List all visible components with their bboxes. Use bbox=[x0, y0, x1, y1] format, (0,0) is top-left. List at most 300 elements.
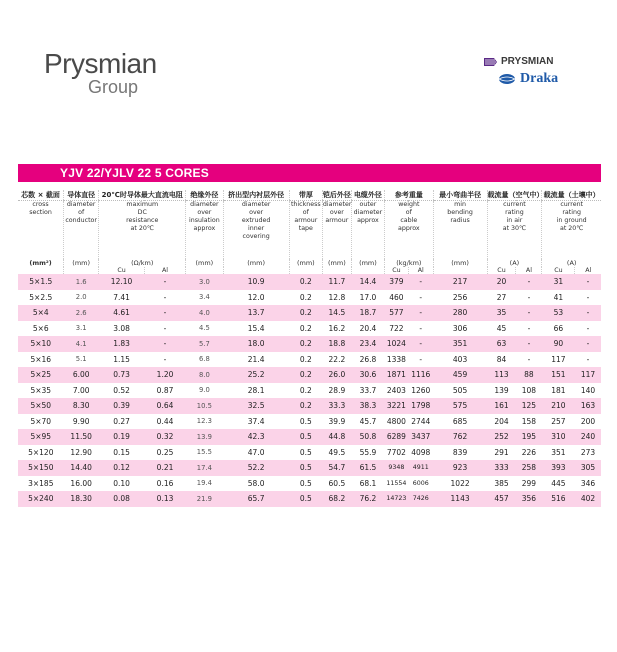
table-row bbox=[18, 352, 601, 368]
header-en-armour-thickness: thickness of armour tape bbox=[289, 201, 322, 260]
cell: - bbox=[516, 274, 542, 290]
table-body bbox=[18, 274, 601, 507]
cell: 762 bbox=[433, 429, 487, 445]
cell: 42.3 bbox=[223, 429, 289, 445]
cell: 3437 bbox=[408, 429, 433, 445]
cell: 8.30 bbox=[64, 398, 99, 414]
cell: 7426 bbox=[408, 491, 433, 507]
cell: 0.25 bbox=[144, 445, 185, 461]
cell: 44.8 bbox=[322, 429, 351, 445]
cell: 273 bbox=[575, 445, 601, 461]
cell: 20 bbox=[487, 274, 516, 290]
table-title: YJV 22/YJLV 22 5 CORES bbox=[60, 166, 209, 180]
cell: 0.12 bbox=[99, 460, 145, 476]
cell: - bbox=[575, 321, 601, 337]
cell: 459 bbox=[433, 367, 487, 383]
cell: 0.2 bbox=[289, 321, 322, 337]
cell: - bbox=[408, 352, 433, 368]
cell: - bbox=[516, 290, 542, 306]
cell: 52.2 bbox=[223, 460, 289, 476]
cell: 5×25 bbox=[18, 367, 64, 383]
cell: 66 bbox=[542, 321, 575, 337]
header-row-english bbox=[18, 201, 601, 260]
cell: 32.5 bbox=[223, 398, 289, 414]
cell: 5×70 bbox=[18, 414, 64, 430]
cell: 5×35 bbox=[18, 383, 64, 399]
cell: 195 bbox=[516, 429, 542, 445]
cell: 1143 bbox=[433, 491, 487, 507]
table-row bbox=[18, 321, 601, 337]
table-row bbox=[18, 383, 601, 399]
cell: 12.0 bbox=[223, 290, 289, 306]
cell: 65.7 bbox=[223, 491, 289, 507]
cell: 5×240 bbox=[18, 491, 64, 507]
cell: 0.2 bbox=[289, 367, 322, 383]
cell: 6006 bbox=[408, 476, 433, 492]
cell: 0.2 bbox=[289, 352, 322, 368]
cell: 54.7 bbox=[322, 460, 351, 476]
cell: 226 bbox=[516, 445, 542, 461]
cell: 5.7 bbox=[186, 336, 223, 352]
cell: 1116 bbox=[408, 367, 433, 383]
logo-group-text: Group bbox=[88, 77, 139, 97]
cell: 117 bbox=[542, 352, 575, 368]
cell: 5.1 bbox=[64, 352, 99, 368]
cell: 4.5 bbox=[186, 321, 223, 337]
cell: 1.6 bbox=[64, 274, 99, 290]
header-en-dc-resistance: maximum DC resistance at 20℃ bbox=[99, 201, 186, 260]
cell: 16.2 bbox=[322, 321, 351, 337]
header-en-outer-diameter: outer diameter approx bbox=[351, 201, 384, 260]
cell: - bbox=[408, 274, 433, 290]
unit-rating-air: (A) bbox=[487, 259, 542, 267]
cable-spec-table bbox=[18, 190, 601, 507]
cell: 55.9 bbox=[351, 445, 384, 461]
cell: 12.8 bbox=[322, 290, 351, 306]
header-cn-conductor-diameter: 导体直径 bbox=[64, 190, 99, 201]
cell: 217 bbox=[433, 274, 487, 290]
unit-outer-diameter: (mm) bbox=[351, 259, 384, 267]
table-row bbox=[18, 290, 601, 306]
cell: 12.3 bbox=[186, 414, 223, 430]
cell: 125 bbox=[516, 398, 542, 414]
cell: 0.19 bbox=[99, 429, 145, 445]
cell: 0.13 bbox=[144, 491, 185, 507]
header-cn-rating-ground: 载流量（土壤中） bbox=[543, 191, 600, 199]
cell: 14.40 bbox=[64, 460, 99, 476]
cell: 210 bbox=[542, 398, 575, 414]
cell: 0.2 bbox=[289, 305, 322, 321]
unit-conductor-diameter: (mm) bbox=[64, 259, 99, 267]
cell: 18.0 bbox=[223, 336, 289, 352]
cell: - bbox=[408, 305, 433, 321]
cell: 50.8 bbox=[351, 429, 384, 445]
cell: 28.9 bbox=[322, 383, 351, 399]
cell: 33.3 bbox=[322, 398, 351, 414]
cell: 0.32 bbox=[144, 429, 185, 445]
material-blank-3 bbox=[186, 267, 223, 274]
cell: 4.0 bbox=[186, 305, 223, 321]
table-row bbox=[18, 429, 601, 445]
cell: 5×95 bbox=[18, 429, 64, 445]
cell: 28.1 bbox=[223, 383, 289, 399]
cell: - bbox=[408, 290, 433, 306]
header-cn-dc-resistance: 20℃时导体最大直流电阻 bbox=[99, 190, 186, 201]
header-en-weight: weight of cable approx bbox=[385, 201, 434, 260]
cell: 9.90 bbox=[64, 414, 99, 430]
cell: 15.4 bbox=[223, 321, 289, 337]
cell: 4911 bbox=[408, 460, 433, 476]
cell: - bbox=[144, 305, 185, 321]
header-row-material bbox=[18, 267, 601, 274]
cell: 445 bbox=[542, 476, 575, 492]
cell: 2403 bbox=[385, 383, 409, 399]
cell: - bbox=[144, 336, 185, 352]
cell: 3×185 bbox=[18, 476, 64, 492]
cell: - bbox=[516, 336, 542, 352]
cell: 60.5 bbox=[322, 476, 351, 492]
cell: 0.16 bbox=[144, 476, 185, 492]
cell: 30.6 bbox=[351, 367, 384, 383]
cell: 460 bbox=[385, 290, 409, 306]
cell: 2744 bbox=[408, 414, 433, 430]
cell: - bbox=[516, 305, 542, 321]
cell: 5×2.5 bbox=[18, 290, 64, 306]
cell: 58.0 bbox=[223, 476, 289, 492]
cell: 23.4 bbox=[351, 336, 384, 352]
cell: 53 bbox=[542, 305, 575, 321]
cell: 20.4 bbox=[351, 321, 384, 337]
cell: 61.5 bbox=[351, 460, 384, 476]
cell: 299 bbox=[516, 476, 542, 492]
cell: 47.0 bbox=[223, 445, 289, 461]
cell: 306 bbox=[433, 321, 487, 337]
cell: 0.10 bbox=[99, 476, 145, 492]
cell: 310 bbox=[542, 429, 575, 445]
cell: 2.0 bbox=[64, 290, 99, 306]
header-cn-bending-radius: 最小弯曲半径 bbox=[433, 190, 487, 201]
table-row bbox=[18, 460, 601, 476]
header-cn-weight: 参考重量 bbox=[385, 190, 434, 201]
table-row bbox=[18, 274, 601, 290]
cell: 4800 bbox=[385, 414, 409, 430]
cell: 45 bbox=[487, 321, 516, 337]
cell: 68.2 bbox=[322, 491, 351, 507]
cell: 26.0 bbox=[322, 367, 351, 383]
cell: 88 bbox=[516, 367, 542, 383]
cell: 33.7 bbox=[351, 383, 384, 399]
cell: 3.1 bbox=[64, 321, 99, 337]
material-blank-5 bbox=[289, 267, 322, 274]
header-cn-cross-section: 芯数 × 截面 bbox=[18, 190, 64, 201]
cell: 1022 bbox=[433, 476, 487, 492]
cell: 305 bbox=[575, 460, 601, 476]
cell: 18.7 bbox=[351, 305, 384, 321]
material-cu: Cu bbox=[542, 267, 575, 274]
cell: 63 bbox=[487, 336, 516, 352]
table-row bbox=[18, 491, 601, 507]
cell: 7.41 bbox=[99, 290, 145, 306]
header-cn-armour-diameter: 铠后外径 bbox=[322, 191, 351, 199]
unit-insulation-diameter: (mm) bbox=[186, 259, 223, 267]
cell: - bbox=[516, 352, 542, 368]
cell: 291 bbox=[487, 445, 516, 461]
cell: 11554 bbox=[385, 476, 409, 492]
cell: 457 bbox=[487, 491, 516, 507]
table-row bbox=[18, 398, 601, 414]
cell: 5×10 bbox=[18, 336, 64, 352]
cell: 393 bbox=[542, 460, 575, 476]
cell: 163 bbox=[575, 398, 601, 414]
cell: 3.0 bbox=[186, 274, 223, 290]
prysmian-mark bbox=[484, 56, 580, 67]
table-row bbox=[18, 476, 601, 492]
cell: 18.30 bbox=[64, 491, 99, 507]
cell: 0.44 bbox=[144, 414, 185, 430]
table-row bbox=[18, 445, 601, 461]
cell: 1.15 bbox=[99, 352, 145, 368]
cell: - bbox=[144, 352, 185, 368]
cell: 45.7 bbox=[351, 414, 384, 430]
cell: 14.5 bbox=[322, 305, 351, 321]
cell: 0.5 bbox=[289, 445, 322, 461]
header-en-bending-radius: min bending radius bbox=[433, 201, 487, 260]
cell: 27 bbox=[487, 290, 516, 306]
cell: 17.4 bbox=[186, 460, 223, 476]
header-cn-armour-thickness: 带厚 bbox=[289, 190, 322, 201]
unit-armour-diameter: (mm) bbox=[322, 259, 351, 267]
cell: - bbox=[575, 336, 601, 352]
unit-inner-covering: (mm) bbox=[223, 259, 289, 267]
header-en-rating-ground: current rating in ground at 20℃ bbox=[542, 201, 601, 260]
cell: 575 bbox=[433, 398, 487, 414]
material-blank-6 bbox=[322, 267, 351, 274]
cell: 1.20 bbox=[144, 367, 185, 383]
cell: 0.5 bbox=[289, 491, 322, 507]
cell: 14.4 bbox=[351, 274, 384, 290]
cell: 113 bbox=[487, 367, 516, 383]
cell: 38.3 bbox=[351, 398, 384, 414]
cell: - bbox=[408, 336, 433, 352]
cell: 16.00 bbox=[64, 476, 99, 492]
cell: 0.15 bbox=[99, 445, 145, 461]
cell: - bbox=[575, 274, 601, 290]
header-cn-inner-covering: 挤出型内衬层外径 bbox=[223, 190, 289, 201]
cell: 5×150 bbox=[18, 460, 64, 476]
header-en-cross-section: cross section bbox=[29, 201, 52, 216]
cell: 4098 bbox=[408, 445, 433, 461]
material-blank-4 bbox=[223, 267, 289, 274]
cell: 6289 bbox=[385, 429, 409, 445]
cell: 14723 bbox=[385, 491, 409, 507]
cell: 5×120 bbox=[18, 445, 64, 461]
prysmian-stripes-icon bbox=[484, 57, 498, 67]
cell: 0.2 bbox=[289, 398, 322, 414]
cell: 0.21 bbox=[144, 460, 185, 476]
cell: 22.2 bbox=[322, 352, 351, 368]
cell: 7702 bbox=[385, 445, 409, 461]
cell: 252 bbox=[487, 429, 516, 445]
cell: 516 bbox=[542, 491, 575, 507]
cell: 0.87 bbox=[144, 383, 185, 399]
cell: 39.9 bbox=[322, 414, 351, 430]
cell: 8.0 bbox=[186, 367, 223, 383]
material-blank-7 bbox=[351, 267, 384, 274]
draka-mark bbox=[484, 71, 580, 87]
prysmian-group-logo bbox=[44, 50, 157, 96]
cell: 18.8 bbox=[322, 336, 351, 352]
cell: 0.5 bbox=[289, 460, 322, 476]
cell: 90 bbox=[542, 336, 575, 352]
cell: 5×4 bbox=[18, 305, 64, 321]
cell: 923 bbox=[433, 460, 487, 476]
cell: 577 bbox=[385, 305, 409, 321]
cell: 0.5 bbox=[289, 414, 322, 430]
material-al: Al bbox=[516, 267, 542, 274]
cell: 31 bbox=[542, 274, 575, 290]
cell: 346 bbox=[575, 476, 601, 492]
prysmian-draka-logo bbox=[484, 56, 580, 87]
cell: 257 bbox=[542, 414, 575, 430]
draka-wordmark: Draka bbox=[520, 71, 559, 86]
cell: 5×50 bbox=[18, 398, 64, 414]
cell: 256 bbox=[433, 290, 487, 306]
header-cn-rating-air: 载流量（空气中） bbox=[487, 191, 544, 199]
table-row bbox=[18, 414, 601, 430]
cell: - bbox=[408, 321, 433, 337]
cell: 140 bbox=[575, 383, 601, 399]
cell: 11.50 bbox=[64, 429, 99, 445]
unit-armour-thickness: (mm) bbox=[289, 259, 322, 267]
cell: 151 bbox=[542, 367, 575, 383]
cell: 402 bbox=[575, 491, 601, 507]
cell: - bbox=[144, 290, 185, 306]
cell: 0.08 bbox=[99, 491, 145, 507]
cell: 333 bbox=[487, 460, 516, 476]
cell: 10.9 bbox=[223, 274, 289, 290]
cell: 117 bbox=[575, 367, 601, 383]
header-en-inner-covering: diameter over extruded inner covering bbox=[223, 201, 289, 260]
cell: 0.39 bbox=[99, 398, 145, 414]
cell: 17.0 bbox=[351, 290, 384, 306]
cell: 21.9 bbox=[186, 491, 223, 507]
unit-weight: (kg/km) bbox=[385, 259, 434, 267]
cell: 21.4 bbox=[223, 352, 289, 368]
unit-dc-resistance: (Ω/km) bbox=[99, 259, 186, 267]
table-row bbox=[18, 336, 601, 352]
cell: 15.5 bbox=[186, 445, 223, 461]
cell: 258 bbox=[516, 460, 542, 476]
cell: 10.5 bbox=[186, 398, 223, 414]
cell: 5×16 bbox=[18, 352, 64, 368]
cell: 0.52 bbox=[99, 383, 145, 399]
cell: 13.7 bbox=[223, 305, 289, 321]
cell: 385 bbox=[487, 476, 516, 492]
unit-bending-radius: (mm) bbox=[433, 259, 487, 267]
cell: 9.0 bbox=[186, 383, 223, 399]
header-en-conductor-diameter: diameter of conductor bbox=[64, 201, 99, 260]
header-row-chinese bbox=[18, 190, 601, 201]
cell: - bbox=[516, 321, 542, 337]
cell: 84 bbox=[487, 352, 516, 368]
cell: 0.27 bbox=[99, 414, 145, 430]
header-en-armour-diameter: diameter over armour bbox=[322, 201, 351, 260]
cell: 11.7 bbox=[322, 274, 351, 290]
cell: 1871 bbox=[385, 367, 409, 383]
material-al: Al bbox=[575, 267, 601, 274]
cell: 26.8 bbox=[351, 352, 384, 368]
cell: 25.2 bbox=[223, 367, 289, 383]
cell: 351 bbox=[433, 336, 487, 352]
cell: 6.8 bbox=[186, 352, 223, 368]
cell: 204 bbox=[487, 414, 516, 430]
material-al: Al bbox=[408, 267, 433, 274]
cell: 1024 bbox=[385, 336, 409, 352]
cell: 41 bbox=[542, 290, 575, 306]
cell: 280 bbox=[433, 305, 487, 321]
cell: 0.5 bbox=[289, 476, 322, 492]
cell: - bbox=[144, 274, 185, 290]
material-blank-2 bbox=[64, 267, 99, 274]
table-title-band bbox=[18, 164, 601, 182]
cell: 0.2 bbox=[289, 383, 322, 399]
cell: 0.2 bbox=[289, 274, 322, 290]
cell: 12.90 bbox=[64, 445, 99, 461]
cell: 4.1 bbox=[64, 336, 99, 352]
header-cn-outer-diameter: 电缆外径 bbox=[351, 190, 384, 201]
cell: 0.2 bbox=[289, 336, 322, 352]
cell: 6.00 bbox=[64, 367, 99, 383]
cell: 200 bbox=[575, 414, 601, 430]
cell: 76.2 bbox=[351, 491, 384, 507]
cell: 181 bbox=[542, 383, 575, 399]
cell: 68.1 bbox=[351, 476, 384, 492]
cell: 403 bbox=[433, 352, 487, 368]
material-cu: Cu bbox=[385, 267, 409, 274]
unit-cross-section: (mm²) bbox=[29, 259, 52, 267]
cell: 158 bbox=[516, 414, 542, 430]
cell: - bbox=[575, 352, 601, 368]
draka-globe-icon bbox=[498, 73, 516, 85]
cell: 379 bbox=[385, 274, 409, 290]
cell: 49.5 bbox=[322, 445, 351, 461]
logo-prysmian-text: Prysmian bbox=[44, 48, 157, 79]
cell: 9348 bbox=[385, 460, 409, 476]
cell: 1260 bbox=[408, 383, 433, 399]
cell: 0.73 bbox=[99, 367, 145, 383]
cell: 356 bbox=[516, 491, 542, 507]
material-al: Al bbox=[144, 267, 185, 274]
unit-rating-ground: (A) bbox=[542, 259, 601, 267]
header-en-insulation-diameter: diameter over insulation approx bbox=[186, 201, 223, 260]
cell: 839 bbox=[433, 445, 487, 461]
header-en-rating-air: current rating in air at 30℃ bbox=[487, 201, 542, 260]
cell: 13.9 bbox=[186, 429, 223, 445]
cell: 1798 bbox=[408, 398, 433, 414]
cell: 5×1.5 bbox=[18, 274, 64, 290]
cell: 139 bbox=[487, 383, 516, 399]
cell: 7.00 bbox=[64, 383, 99, 399]
table-row bbox=[18, 367, 601, 383]
prysmian-wordmark: PRYSMIAN bbox=[501, 56, 554, 67]
cell: 2.6 bbox=[64, 305, 99, 321]
cell: 0.2 bbox=[289, 290, 322, 306]
cell: - bbox=[575, 305, 601, 321]
cell: 19.4 bbox=[186, 476, 223, 492]
header-cn-insulation-diameter: 绝缘外径 bbox=[186, 190, 223, 201]
cell: 1.83 bbox=[99, 336, 145, 352]
cell: 3.4 bbox=[186, 290, 223, 306]
